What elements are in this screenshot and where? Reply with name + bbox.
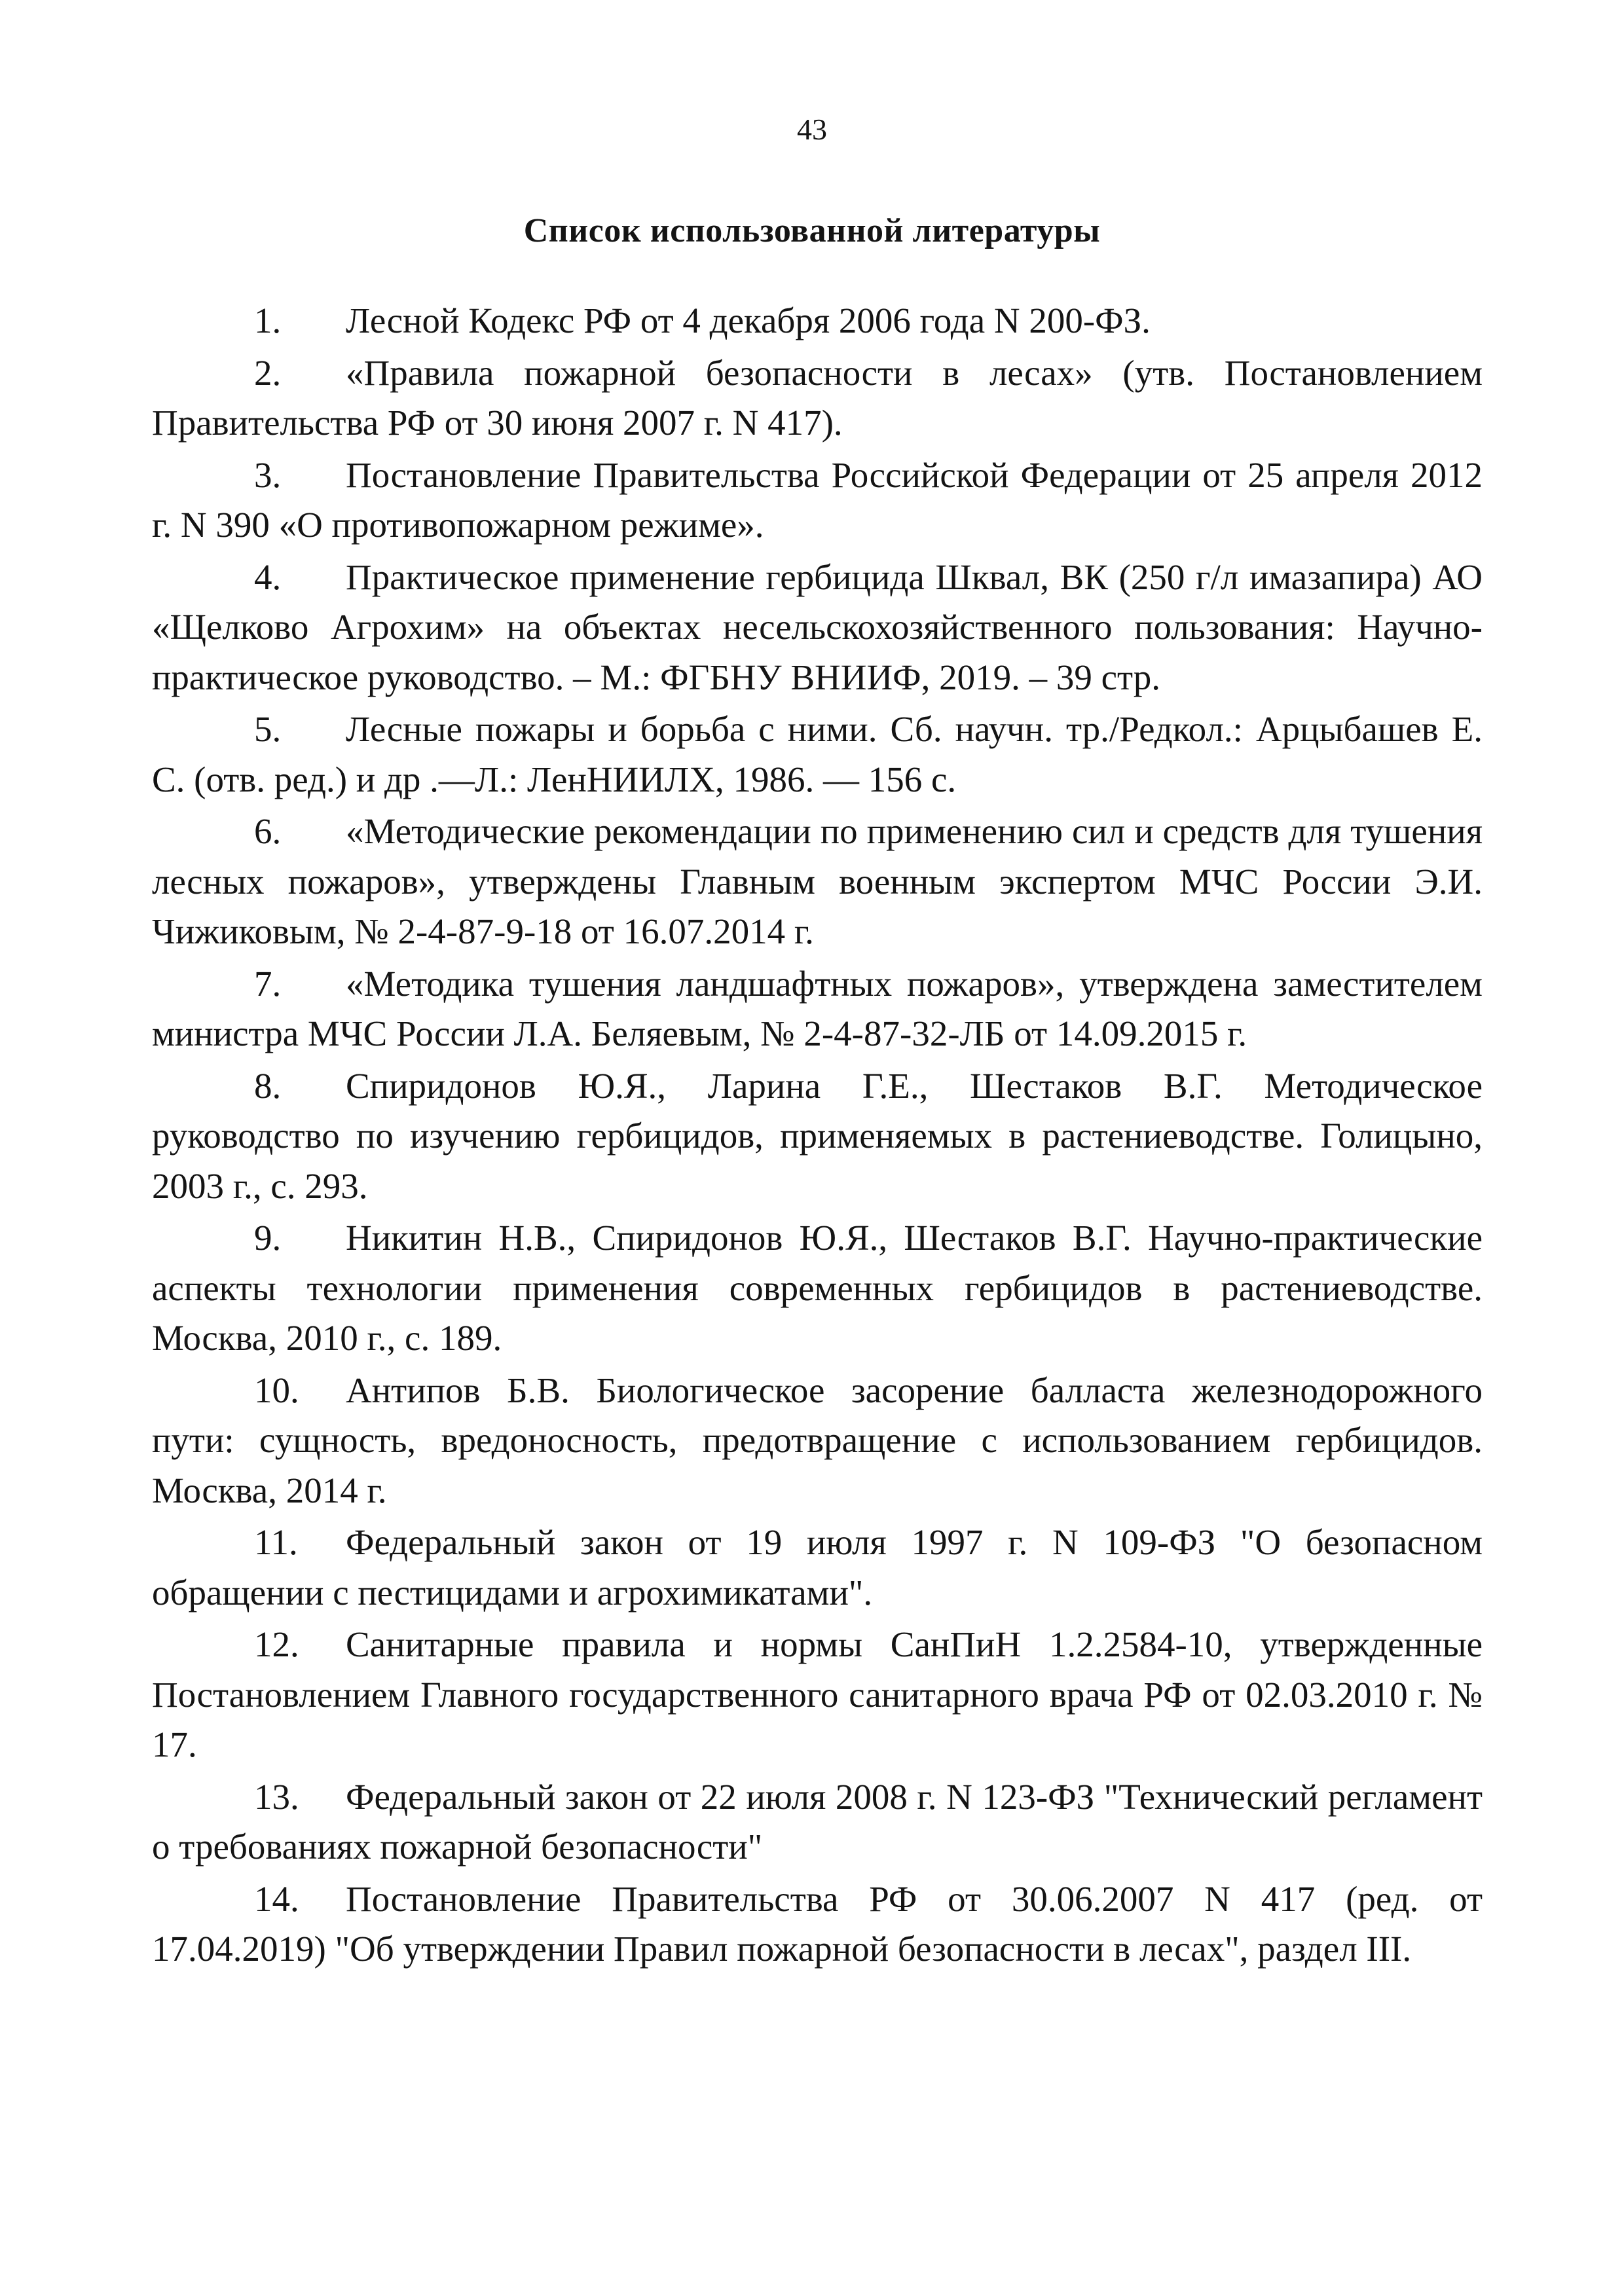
reference-item-10: [152, 1366, 1483, 1516]
reference-item-7: [152, 959, 1483, 1059]
reference-text: Лесной Кодекс РФ от 4 декабря 2006 года N 200-ФЗ.: [346, 301, 1151, 340]
reference-number: 8.: [254, 1065, 282, 1106]
reference-item-1: [152, 296, 1483, 346]
reference-number: 14.: [254, 1878, 299, 1919]
reference-number: 11.: [254, 1522, 298, 1562]
reference-number: 3.: [254, 454, 282, 495]
reference-item-9: [152, 1213, 1483, 1364]
page-title: Список использованной литературы: [523, 212, 1101, 249]
reference-text: Спиридонов Ю.Я., Ларина Г.Е., Шестаков В.Г. Методическое руководство по изучению гербицидов, применяемых в растениеводстве. Голицыно, 2003 г., с. 293.: [152, 1065, 1483, 1206]
reference-text: «Методика тушения ландшафтных пожаров», утверждена заместителем министра МЧС России Л.А. Беляевым, № 2-4-87-32-ЛБ от 14.09.2015 г.: [152, 963, 1483, 1053]
reference-number: 9.: [254, 1218, 282, 1258]
reference-number: 5.: [254, 709, 282, 749]
reference-text: Никитин Н.В., Спиридонов Ю.Я., Шестаков В.Г. Научно-практические аспекты технологии применения современных гербицидов в растениеводстве. Москва, 2010 г., с. 189.: [152, 1218, 1483, 1358]
reference-number: 6.: [254, 811, 282, 851]
reference-number: 12.: [254, 1624, 299, 1664]
reference-item-11: [152, 1518, 1483, 1618]
reference-text: Постановление Правительства РФ от 30.06.2007 N 417 (ред. от 17.04.2019) "Об утверждении Правил пожарной безопасности в лесах", раздел III.: [152, 1878, 1483, 1969]
reference-number: 13.: [254, 1776, 299, 1817]
reference-item-12: [152, 1620, 1483, 1770]
reference-item-14: [152, 1874, 1483, 1975]
reference-list: [152, 296, 1483, 1977]
reference-text: Антипов Б.В. Биологическое засорение балласта железнодорожного пути: сущность, вредоносность, предотвращение с использованием гербицидов. Москва, 2014 г.: [152, 1370, 1483, 1510]
reference-item-6: [152, 807, 1483, 957]
reference-number: 2.: [254, 352, 282, 393]
reference-number: 4.: [254, 556, 282, 597]
reference-number: 7.: [254, 963, 282, 1004]
reference-item-2: [152, 348, 1483, 448]
reference-text: Постановление Правительства Российской Федерации от 25 апреля 2012 г. N 390 «О противопожарном режиме».: [152, 454, 1483, 545]
reference-number: 10.: [254, 1370, 299, 1410]
reference-text: «Методические рекомендации по применению сил и средств для тушения лесных пожаров», утверждены Главным военным экспертом МЧС России Э.И. Чижиковым, № 2-4-87-9-18 от 16.07.2014 г.: [152, 811, 1483, 951]
reference-number: 1.: [254, 301, 282, 340]
reference-item-13: [152, 1772, 1483, 1872]
reference-text: Санитарные правила и нормы СанПиН 1.2.2584-10, утвержденные Постановлением Главного государственного санитарного врача РФ от 02.03.2010 г. № 17.: [152, 1624, 1483, 1764]
reference-item-4: [152, 553, 1483, 703]
reference-item-5: [152, 704, 1483, 805]
page-number: 43: [797, 113, 827, 146]
reference-item-3: [152, 450, 1483, 551]
reference-item-8: [152, 1061, 1483, 1212]
reference-text: «Правила пожарной безопасности в лесах» (утв. Постановлением Правительства РФ от 30 июня 2007 г. N 417).: [152, 352, 1483, 443]
reference-text: Лесные пожары и борьба с ними. Сб. научн. тр./Редкол.: Арцыбашев Е. С. (отв. ред.) и др .—Л.: ЛенНИИЛХ, 1986. — 156 с.: [152, 709, 1483, 799]
reference-text: Федеральный закон от 22 июля 2008 г. N 123-ФЗ "Технический регламент о требованиях пожарной безопасности": [152, 1776, 1483, 1867]
reference-text: Федеральный закон от 19 июля 1997 г. N 109-ФЗ "О безопасном обращении с пестицидами и агрохимикатами".: [152, 1522, 1483, 1613]
reference-text: Практическое применение гербицида Шквал, ВК (250 г/л имазапира) АО «Щелково Агрохим» на объектах несельскохозяйственного пользования: Научно-практическое руководство. – М.: ФГБНУ ВНИИФ, 2019. – 39 стр.: [152, 556, 1483, 697]
